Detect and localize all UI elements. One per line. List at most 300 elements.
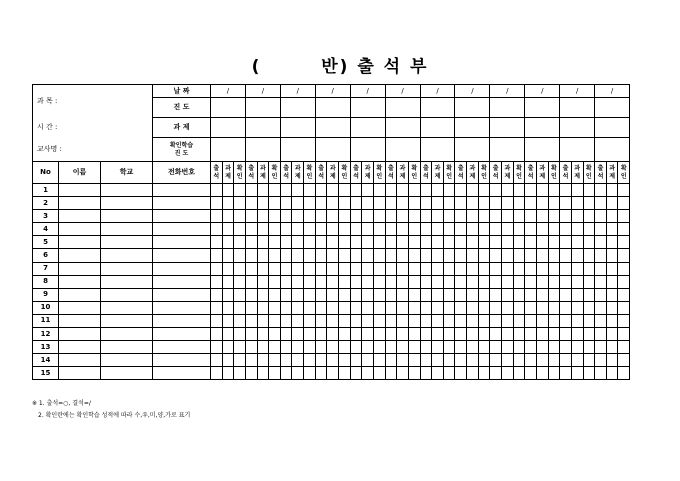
attendance-cell[interactable] bbox=[490, 301, 502, 314]
attendance-cell[interactable] bbox=[548, 262, 560, 275]
attendance-cell[interactable] bbox=[548, 236, 560, 249]
attendance-cell[interactable] bbox=[327, 262, 339, 275]
attendance-cell[interactable] bbox=[478, 262, 490, 275]
attendance-cell[interactable] bbox=[571, 184, 583, 197]
attendance-cell[interactable] bbox=[432, 341, 444, 354]
attendance-cell[interactable] bbox=[269, 367, 281, 380]
attendance-cell[interactable] bbox=[420, 249, 432, 262]
attendance-cell[interactable] bbox=[560, 184, 572, 197]
attendance-cell[interactable] bbox=[211, 249, 223, 262]
attendance-cell[interactable] bbox=[548, 210, 560, 223]
attendance-cell[interactable] bbox=[269, 314, 281, 327]
attendance-cell[interactable] bbox=[385, 210, 397, 223]
attendance-cell[interactable] bbox=[502, 314, 514, 327]
attendance-cell[interactable] bbox=[211, 210, 223, 223]
phone-cell[interactable] bbox=[153, 367, 211, 380]
attendance-cell[interactable] bbox=[583, 367, 595, 380]
attendance-cell[interactable] bbox=[478, 275, 490, 288]
attendance-cell[interactable] bbox=[595, 301, 607, 314]
attendance-cell[interactable] bbox=[606, 197, 618, 210]
attendance-cell[interactable] bbox=[292, 367, 304, 380]
attendance-cell[interactable] bbox=[536, 223, 548, 236]
attendance-cell[interactable] bbox=[222, 223, 234, 236]
attendance-cell[interactable] bbox=[350, 262, 362, 275]
attendance-cell[interactable] bbox=[432, 288, 444, 301]
attendance-cell[interactable] bbox=[571, 328, 583, 341]
attendance-cell[interactable] bbox=[211, 354, 223, 367]
attendance-cell[interactable] bbox=[583, 275, 595, 288]
attendance-cell[interactable] bbox=[269, 288, 281, 301]
attendance-cell[interactable] bbox=[269, 197, 281, 210]
attendance-cell[interactable] bbox=[327, 197, 339, 210]
attendance-cell[interactable] bbox=[257, 262, 269, 275]
attendance-cell[interactable] bbox=[362, 341, 374, 354]
attendance-cell[interactable] bbox=[455, 210, 467, 223]
attendance-cell[interactable] bbox=[513, 223, 525, 236]
attendance-cell[interactable] bbox=[467, 275, 479, 288]
attendance-cell[interactable] bbox=[420, 223, 432, 236]
attendance-cell[interactable] bbox=[362, 367, 374, 380]
attendance-cell[interactable] bbox=[280, 210, 292, 223]
attendance-cell[interactable] bbox=[525, 249, 537, 262]
attendance-cell[interactable] bbox=[304, 328, 316, 341]
attendance-cell[interactable] bbox=[315, 197, 327, 210]
review-cell[interactable] bbox=[280, 138, 315, 162]
attendance-cell[interactable] bbox=[350, 341, 362, 354]
attendance-cell[interactable] bbox=[257, 328, 269, 341]
attendance-cell[interactable] bbox=[234, 328, 246, 341]
attendance-cell[interactable] bbox=[362, 236, 374, 249]
name-cell[interactable] bbox=[59, 197, 101, 210]
attendance-cell[interactable] bbox=[502, 341, 514, 354]
attendance-cell[interactable] bbox=[339, 249, 351, 262]
attendance-cell[interactable] bbox=[362, 197, 374, 210]
assignment-cell[interactable] bbox=[525, 118, 560, 138]
attendance-cell[interactable] bbox=[443, 184, 455, 197]
attendance-cell[interactable] bbox=[595, 210, 607, 223]
attendance-cell[interactable] bbox=[571, 341, 583, 354]
attendance-cell[interactable] bbox=[350, 314, 362, 327]
attendance-cell[interactable] bbox=[327, 328, 339, 341]
attendance-cell[interactable] bbox=[257, 367, 269, 380]
attendance-cell[interactable] bbox=[211, 328, 223, 341]
attendance-cell[interactable] bbox=[443, 301, 455, 314]
attendance-cell[interactable] bbox=[490, 210, 502, 223]
attendance-cell[interactable] bbox=[408, 301, 420, 314]
progress-cell[interactable] bbox=[490, 98, 525, 118]
date-cell[interactable]: / bbox=[315, 85, 350, 98]
attendance-cell[interactable] bbox=[525, 367, 537, 380]
attendance-cell[interactable] bbox=[513, 341, 525, 354]
attendance-cell[interactable] bbox=[502, 210, 514, 223]
attendance-cell[interactable] bbox=[362, 210, 374, 223]
attendance-cell[interactable] bbox=[502, 328, 514, 341]
attendance-cell[interactable] bbox=[304, 184, 316, 197]
attendance-cell[interactable] bbox=[443, 249, 455, 262]
attendance-cell[interactable] bbox=[606, 288, 618, 301]
attendance-cell[interactable] bbox=[420, 275, 432, 288]
progress-cell[interactable] bbox=[245, 98, 280, 118]
attendance-cell[interactable] bbox=[490, 328, 502, 341]
attendance-cell[interactable] bbox=[327, 236, 339, 249]
attendance-cell[interactable] bbox=[280, 197, 292, 210]
attendance-cell[interactable] bbox=[560, 223, 572, 236]
attendance-cell[interactable] bbox=[560, 328, 572, 341]
attendance-cell[interactable] bbox=[606, 223, 618, 236]
attendance-cell[interactable] bbox=[408, 288, 420, 301]
attendance-cell[interactable] bbox=[618, 354, 630, 367]
attendance-cell[interactable] bbox=[292, 341, 304, 354]
review-cell[interactable] bbox=[525, 138, 560, 162]
attendance-cell[interactable] bbox=[606, 314, 618, 327]
attendance-cell[interactable] bbox=[292, 210, 304, 223]
school-cell[interactable] bbox=[101, 275, 153, 288]
attendance-cell[interactable] bbox=[455, 354, 467, 367]
attendance-cell[interactable] bbox=[560, 341, 572, 354]
attendance-cell[interactable] bbox=[525, 210, 537, 223]
attendance-cell[interactable] bbox=[513, 210, 525, 223]
attendance-cell[interactable] bbox=[362, 328, 374, 341]
phone-cell[interactable] bbox=[153, 210, 211, 223]
attendance-cell[interactable] bbox=[222, 184, 234, 197]
attendance-cell[interactable] bbox=[432, 223, 444, 236]
attendance-cell[interactable] bbox=[327, 288, 339, 301]
attendance-cell[interactable] bbox=[467, 197, 479, 210]
attendance-cell[interactable] bbox=[327, 354, 339, 367]
attendance-cell[interactable] bbox=[525, 275, 537, 288]
attendance-cell[interactable] bbox=[420, 184, 432, 197]
name-cell[interactable] bbox=[59, 367, 101, 380]
attendance-cell[interactable] bbox=[560, 210, 572, 223]
assignment-cell[interactable] bbox=[211, 118, 246, 138]
attendance-cell[interactable] bbox=[280, 249, 292, 262]
attendance-cell[interactable] bbox=[339, 314, 351, 327]
attendance-cell[interactable] bbox=[536, 288, 548, 301]
name-cell[interactable] bbox=[59, 262, 101, 275]
attendance-cell[interactable] bbox=[373, 341, 385, 354]
attendance-cell[interactable] bbox=[478, 210, 490, 223]
attendance-cell[interactable] bbox=[304, 288, 316, 301]
attendance-cell[interactable] bbox=[571, 367, 583, 380]
attendance-cell[interactable] bbox=[490, 354, 502, 367]
attendance-cell[interactable] bbox=[304, 367, 316, 380]
attendance-cell[interactable] bbox=[222, 341, 234, 354]
attendance-cell[interactable] bbox=[327, 314, 339, 327]
date-cell[interactable]: / bbox=[560, 85, 595, 98]
attendance-cell[interactable] bbox=[478, 197, 490, 210]
attendance-cell[interactable] bbox=[606, 249, 618, 262]
attendance-cell[interactable] bbox=[525, 301, 537, 314]
attendance-cell[interactable] bbox=[560, 197, 572, 210]
attendance-cell[interactable] bbox=[269, 249, 281, 262]
attendance-cell[interactable] bbox=[571, 301, 583, 314]
attendance-cell[interactable] bbox=[560, 262, 572, 275]
attendance-cell[interactable] bbox=[606, 210, 618, 223]
attendance-cell[interactable] bbox=[245, 249, 257, 262]
attendance-cell[interactable] bbox=[245, 223, 257, 236]
school-cell[interactable] bbox=[101, 210, 153, 223]
attendance-cell[interactable] bbox=[245, 367, 257, 380]
attendance-cell[interactable] bbox=[420, 288, 432, 301]
attendance-cell[interactable] bbox=[525, 262, 537, 275]
attendance-cell[interactable] bbox=[536, 249, 548, 262]
attendance-cell[interactable] bbox=[362, 288, 374, 301]
attendance-cell[interactable] bbox=[350, 328, 362, 341]
school-cell[interactable] bbox=[101, 223, 153, 236]
attendance-cell[interactable] bbox=[467, 288, 479, 301]
attendance-cell[interactable] bbox=[455, 288, 467, 301]
attendance-cell[interactable] bbox=[513, 301, 525, 314]
attendance-cell[interactable] bbox=[315, 314, 327, 327]
attendance-cell[interactable] bbox=[502, 288, 514, 301]
attendance-cell[interactable] bbox=[222, 210, 234, 223]
assignment-cell[interactable] bbox=[595, 118, 630, 138]
school-cell[interactable] bbox=[101, 288, 153, 301]
attendance-cell[interactable] bbox=[618, 301, 630, 314]
attendance-cell[interactable] bbox=[245, 184, 257, 197]
attendance-cell[interactable] bbox=[606, 301, 618, 314]
attendance-cell[interactable] bbox=[467, 249, 479, 262]
attendance-cell[interactable] bbox=[536, 354, 548, 367]
attendance-cell[interactable] bbox=[455, 249, 467, 262]
attendance-cell[interactable] bbox=[315, 341, 327, 354]
attendance-cell[interactable] bbox=[432, 197, 444, 210]
attendance-cell[interactable] bbox=[245, 262, 257, 275]
attendance-cell[interactable] bbox=[269, 341, 281, 354]
attendance-cell[interactable] bbox=[478, 184, 490, 197]
attendance-cell[interactable] bbox=[397, 249, 409, 262]
attendance-cell[interactable] bbox=[292, 184, 304, 197]
attendance-cell[interactable] bbox=[467, 367, 479, 380]
attendance-cell[interactable] bbox=[432, 262, 444, 275]
attendance-cell[interactable] bbox=[502, 184, 514, 197]
attendance-cell[interactable] bbox=[304, 249, 316, 262]
review-cell[interactable] bbox=[560, 138, 595, 162]
attendance-cell[interactable] bbox=[467, 354, 479, 367]
attendance-cell[interactable] bbox=[397, 223, 409, 236]
attendance-cell[interactable] bbox=[292, 249, 304, 262]
attendance-cell[interactable] bbox=[420, 197, 432, 210]
attendance-cell[interactable] bbox=[490, 197, 502, 210]
attendance-cell[interactable] bbox=[536, 367, 548, 380]
attendance-cell[interactable] bbox=[245, 341, 257, 354]
attendance-cell[interactable] bbox=[490, 288, 502, 301]
attendance-cell[interactable] bbox=[234, 249, 246, 262]
attendance-cell[interactable] bbox=[548, 288, 560, 301]
attendance-cell[interactable] bbox=[525, 184, 537, 197]
attendance-cell[interactable] bbox=[513, 249, 525, 262]
attendance-cell[interactable] bbox=[583, 301, 595, 314]
attendance-cell[interactable] bbox=[478, 236, 490, 249]
school-cell[interactable] bbox=[101, 341, 153, 354]
attendance-cell[interactable] bbox=[234, 210, 246, 223]
attendance-cell[interactable] bbox=[350, 354, 362, 367]
attendance-cell[interactable] bbox=[385, 249, 397, 262]
attendance-cell[interactable] bbox=[339, 301, 351, 314]
attendance-cell[interactable] bbox=[571, 236, 583, 249]
attendance-cell[interactable] bbox=[467, 314, 479, 327]
attendance-cell[interactable] bbox=[339, 262, 351, 275]
assignment-cell[interactable] bbox=[420, 118, 455, 138]
attendance-cell[interactable] bbox=[385, 314, 397, 327]
attendance-cell[interactable] bbox=[595, 314, 607, 327]
attendance-cell[interactable] bbox=[606, 341, 618, 354]
attendance-cell[interactable] bbox=[304, 275, 316, 288]
attendance-cell[interactable] bbox=[315, 367, 327, 380]
attendance-cell[interactable] bbox=[234, 301, 246, 314]
attendance-cell[interactable] bbox=[513, 354, 525, 367]
attendance-cell[interactable] bbox=[502, 275, 514, 288]
attendance-cell[interactable] bbox=[257, 210, 269, 223]
attendance-cell[interactable] bbox=[548, 197, 560, 210]
attendance-cell[interactable] bbox=[595, 275, 607, 288]
attendance-cell[interactable] bbox=[536, 184, 548, 197]
school-cell[interactable] bbox=[101, 236, 153, 249]
attendance-cell[interactable] bbox=[490, 223, 502, 236]
attendance-cell[interactable] bbox=[443, 210, 455, 223]
attendance-cell[interactable] bbox=[443, 341, 455, 354]
attendance-cell[interactable] bbox=[339, 367, 351, 380]
attendance-cell[interactable] bbox=[397, 328, 409, 341]
attendance-cell[interactable] bbox=[339, 341, 351, 354]
date-cell[interactable]: / bbox=[385, 85, 420, 98]
review-cell[interactable] bbox=[595, 138, 630, 162]
attendance-cell[interactable] bbox=[327, 249, 339, 262]
name-cell[interactable] bbox=[59, 301, 101, 314]
attendance-cell[interactable] bbox=[339, 223, 351, 236]
attendance-cell[interactable] bbox=[304, 341, 316, 354]
attendance-cell[interactable] bbox=[408, 328, 420, 341]
attendance-cell[interactable] bbox=[583, 210, 595, 223]
attendance-cell[interactable] bbox=[257, 197, 269, 210]
attendance-cell[interactable] bbox=[397, 354, 409, 367]
review-cell[interactable] bbox=[211, 138, 246, 162]
attendance-cell[interactable] bbox=[548, 301, 560, 314]
attendance-cell[interactable] bbox=[618, 249, 630, 262]
attendance-cell[interactable] bbox=[245, 328, 257, 341]
attendance-cell[interactable] bbox=[455, 197, 467, 210]
attendance-cell[interactable] bbox=[513, 288, 525, 301]
attendance-cell[interactable] bbox=[536, 236, 548, 249]
attendance-cell[interactable] bbox=[385, 275, 397, 288]
attendance-cell[interactable] bbox=[606, 367, 618, 380]
attendance-cell[interactable] bbox=[211, 236, 223, 249]
attendance-cell[interactable] bbox=[315, 249, 327, 262]
attendance-cell[interactable] bbox=[571, 262, 583, 275]
school-cell[interactable] bbox=[101, 314, 153, 327]
attendance-cell[interactable] bbox=[222, 275, 234, 288]
attendance-cell[interactable] bbox=[583, 314, 595, 327]
review-cell[interactable] bbox=[245, 138, 280, 162]
attendance-cell[interactable] bbox=[362, 249, 374, 262]
attendance-cell[interactable] bbox=[350, 301, 362, 314]
assignment-cell[interactable] bbox=[245, 118, 280, 138]
attendance-cell[interactable] bbox=[269, 223, 281, 236]
school-cell[interactable] bbox=[101, 354, 153, 367]
phone-cell[interactable] bbox=[153, 262, 211, 275]
attendance-cell[interactable] bbox=[408, 184, 420, 197]
attendance-cell[interactable] bbox=[362, 301, 374, 314]
attendance-cell[interactable] bbox=[292, 223, 304, 236]
phone-cell[interactable] bbox=[153, 184, 211, 197]
attendance-cell[interactable] bbox=[373, 223, 385, 236]
name-cell[interactable] bbox=[59, 288, 101, 301]
attendance-cell[interactable] bbox=[280, 223, 292, 236]
attendance-cell[interactable] bbox=[373, 314, 385, 327]
attendance-cell[interactable] bbox=[280, 314, 292, 327]
attendance-cell[interactable] bbox=[536, 275, 548, 288]
attendance-cell[interactable] bbox=[443, 262, 455, 275]
assignment-cell[interactable] bbox=[315, 118, 350, 138]
attendance-cell[interactable] bbox=[327, 210, 339, 223]
attendance-cell[interactable] bbox=[269, 301, 281, 314]
attendance-cell[interactable] bbox=[478, 288, 490, 301]
attendance-cell[interactable] bbox=[583, 223, 595, 236]
attendance-cell[interactable] bbox=[327, 301, 339, 314]
attendance-cell[interactable] bbox=[385, 341, 397, 354]
attendance-cell[interactable] bbox=[560, 275, 572, 288]
attendance-cell[interactable] bbox=[502, 354, 514, 367]
attendance-cell[interactable] bbox=[211, 367, 223, 380]
attendance-cell[interactable] bbox=[595, 341, 607, 354]
attendance-cell[interactable] bbox=[327, 367, 339, 380]
attendance-cell[interactable] bbox=[478, 249, 490, 262]
assignment-cell[interactable] bbox=[455, 118, 490, 138]
attendance-cell[interactable] bbox=[513, 328, 525, 341]
attendance-cell[interactable] bbox=[455, 301, 467, 314]
attendance-cell[interactable] bbox=[408, 314, 420, 327]
attendance-cell[interactable] bbox=[490, 262, 502, 275]
attendance-cell[interactable] bbox=[408, 197, 420, 210]
phone-cell[interactable] bbox=[153, 301, 211, 314]
attendance-cell[interactable] bbox=[280, 184, 292, 197]
name-cell[interactable] bbox=[59, 275, 101, 288]
attendance-cell[interactable] bbox=[234, 354, 246, 367]
attendance-cell[interactable] bbox=[327, 275, 339, 288]
attendance-cell[interactable] bbox=[304, 301, 316, 314]
date-cell[interactable]: / bbox=[525, 85, 560, 98]
date-cell[interactable]: / bbox=[280, 85, 315, 98]
attendance-cell[interactable] bbox=[280, 236, 292, 249]
attendance-cell[interactable] bbox=[525, 223, 537, 236]
attendance-cell[interactable] bbox=[560, 236, 572, 249]
attendance-cell[interactable] bbox=[525, 236, 537, 249]
attendance-cell[interactable] bbox=[420, 210, 432, 223]
attendance-cell[interactable] bbox=[432, 367, 444, 380]
phone-cell[interactable] bbox=[153, 288, 211, 301]
attendance-cell[interactable] bbox=[490, 341, 502, 354]
attendance-cell[interactable] bbox=[432, 236, 444, 249]
date-cell[interactable]: / bbox=[350, 85, 385, 98]
attendance-cell[interactable] bbox=[420, 236, 432, 249]
attendance-cell[interactable] bbox=[339, 354, 351, 367]
attendance-cell[interactable] bbox=[513, 262, 525, 275]
attendance-cell[interactable] bbox=[502, 301, 514, 314]
attendance-cell[interactable] bbox=[536, 262, 548, 275]
attendance-cell[interactable] bbox=[606, 184, 618, 197]
attendance-cell[interactable] bbox=[478, 328, 490, 341]
attendance-cell[interactable] bbox=[327, 184, 339, 197]
attendance-cell[interactable] bbox=[245, 288, 257, 301]
attendance-cell[interactable] bbox=[560, 301, 572, 314]
attendance-cell[interactable] bbox=[362, 262, 374, 275]
phone-cell[interactable] bbox=[153, 275, 211, 288]
attendance-cell[interactable] bbox=[571, 210, 583, 223]
attendance-cell[interactable] bbox=[362, 354, 374, 367]
attendance-cell[interactable] bbox=[443, 275, 455, 288]
attendance-cell[interactable] bbox=[350, 184, 362, 197]
attendance-cell[interactable] bbox=[618, 367, 630, 380]
